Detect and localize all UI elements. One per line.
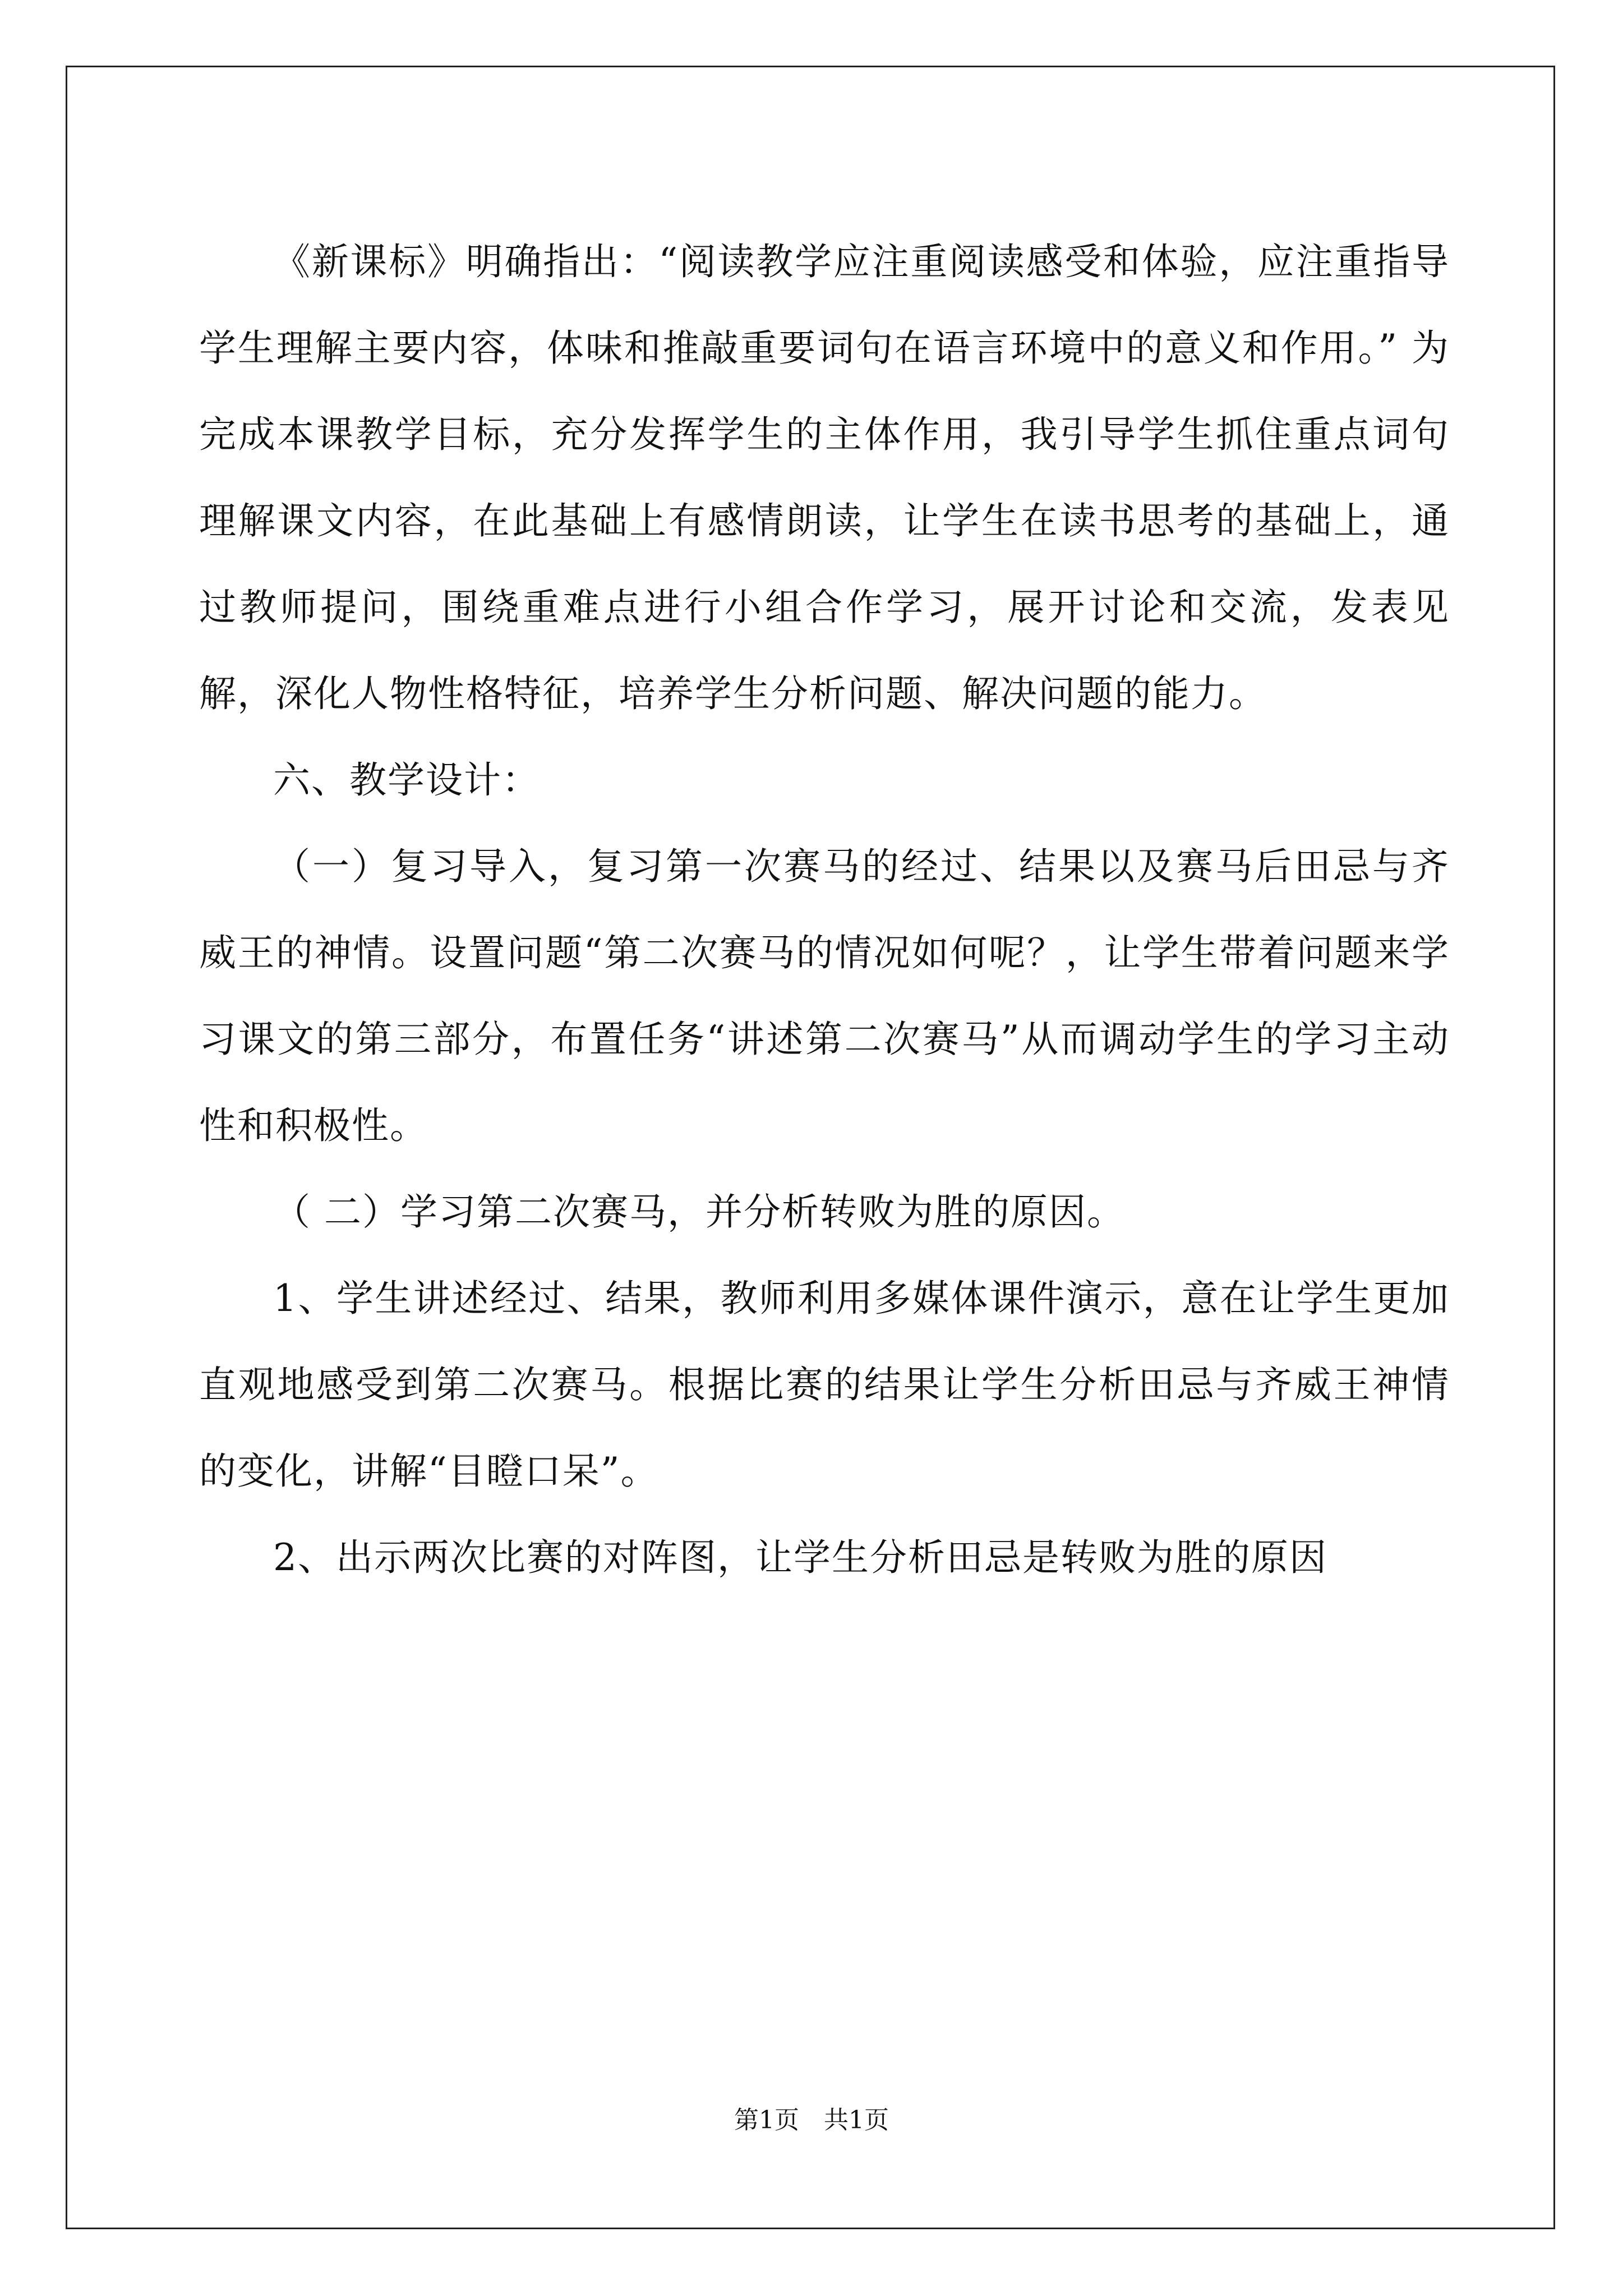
heading-teaching-design: 六、教学设计： bbox=[273, 758, 540, 802]
document-body bbox=[199, 219, 1450, 1601]
paragraph-curriculum-standard: 《新课标》明确指出：“阅读教学应注重阅读感受和体验，应注重指导学生理解主要内容，体味和推敲重要词句在语言环境中的意义和作用。” 为完成本课教学目标，充分发挥学生的主体作用，我引导学生抓住重点词句理解课文内容，在此基础上有感情朗读，让学生在读书思考的基础上，通过教师提问，围绕重难点进行小组合作学习，展开讨论和交流，发表见解，深化人物性格特征，培养学生分析问题、解决问题的能力。 bbox=[199, 240, 1450, 715]
paragraph-second-race: （ 二）学习第二次赛马，并分析转败为胜的原因。 bbox=[273, 1190, 1125, 1234]
paragraph-step-2: 2、出示两次比赛的对阵图，让学生分析田忌是转败为胜的原因 bbox=[273, 1536, 1327, 1579]
paragraph-step-1: 1、学生讲述经过、结果，教师利用多媒体课件演示，意在让学生更加直观地感受到第二次赛马。根据比赛的结果让学生分析田忌与齐威王神情的变化，讲解“目瞪口呆”。 bbox=[199, 1277, 1450, 1493]
paragraph-review-intro: （一）复习导入，复习第一次赛马的经过、结果以及赛马后田忌与齐威王的神情。设置问题“第二次赛马的情况如何呢？，让学生带着问题来学习课文的第三部分，布置任务“讲述第二次赛马”从而调动学生的学习主动性和积极性。 bbox=[199, 845, 1450, 1147]
page-footer: 第1页 共1页 bbox=[734, 2106, 889, 2134]
